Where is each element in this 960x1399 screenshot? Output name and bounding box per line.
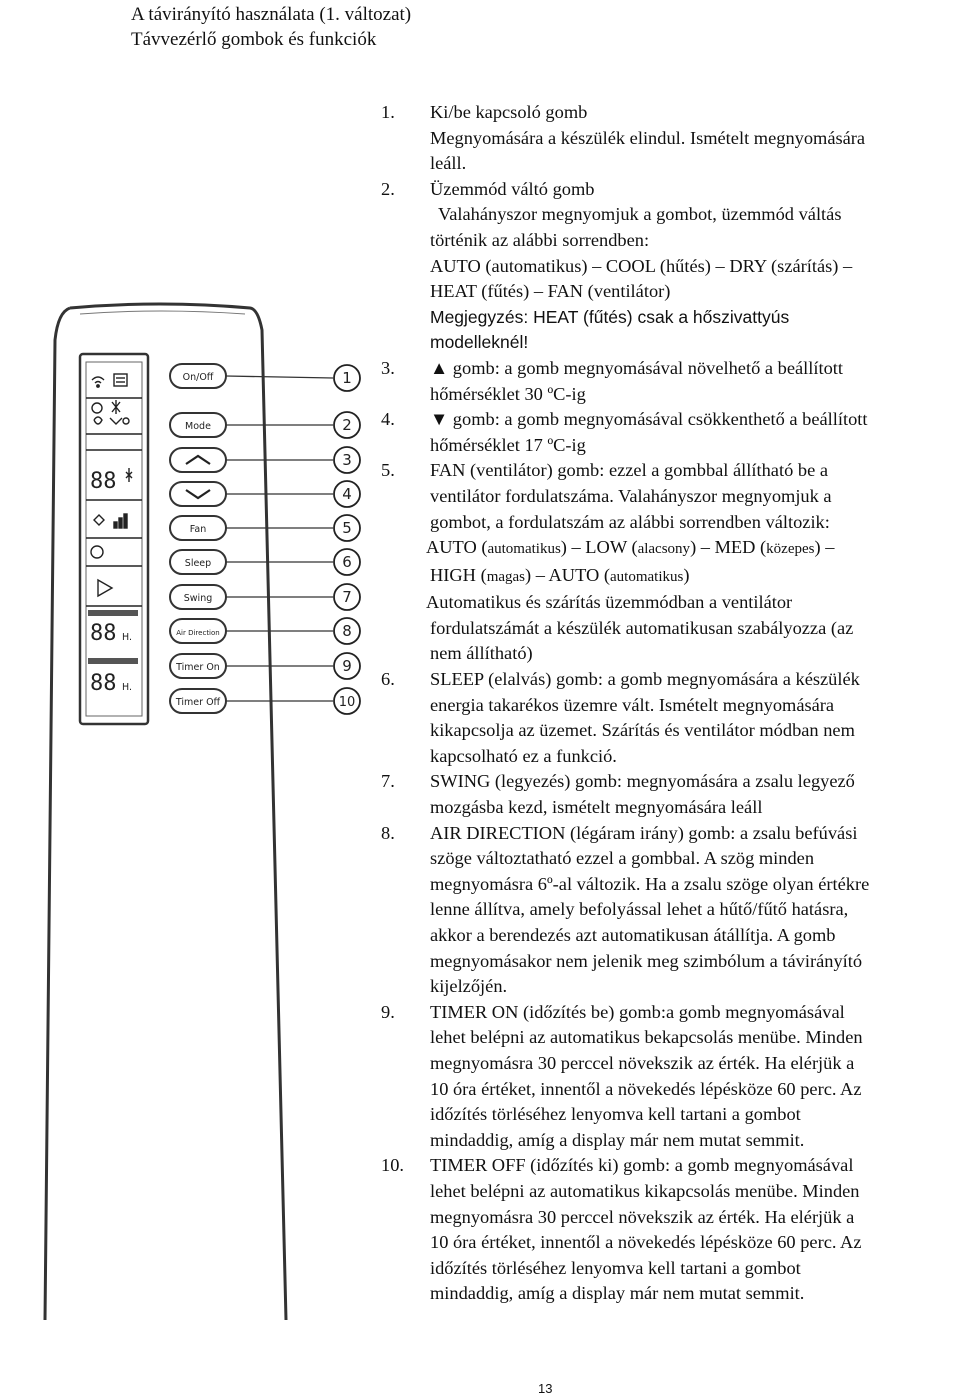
remote-button-fan[interactable]: [170, 516, 226, 540]
callout-9: 9: [342, 657, 352, 675]
remote-button-mode[interactable]: [170, 413, 226, 437]
display-digits-2: 88: [90, 621, 117, 646]
remote-button-timer-off[interactable]: [170, 689, 226, 713]
svg-text:Swing: Swing: [183, 593, 213, 604]
display-unit-1: H.: [122, 632, 132, 643]
page-number: 13: [538, 1381, 553, 1396]
callout-5: 5: [342, 519, 352, 537]
remote-button-air-direction[interactable]: [170, 619, 226, 643]
callout-2: 2: [342, 416, 352, 434]
remote-button-timer-on[interactable]: [170, 654, 226, 678]
remote-control-drawing: [0, 300, 378, 1340]
svg-text:Sleep: Sleep: [184, 558, 212, 569]
list-item-9: 9. TIMER ON (időzítés be) gomb:a gomb megnyomásával lehet belépni az automatikus bekapcsolás menübe. Minden megnyomásra 30 perccel növekszik az érték. Ha elérjük a 10 óra értéket, innentől a növekedés lépésköze 60 perc. Az időzítés törléséhez lenyomva kell tartani a gombot mindaddig, amíg a display már nem mutat semmit.: [381, 1001, 863, 1150]
svg-text:Timer On: Timer On: [176, 662, 220, 673]
list-item-8: 8. AIR DIRECTION (légáram irány) gomb: a zsalu befúvási szöge változtatható ezzel a gombbal. A szög minden megnyomásra 6º-al változik. Ha a zsalu szöge olyan értékre lenne állítva, amely befolyással lehet a hűtő/fűtő hatásra, akkor a berendezés azt automatikusan átállítja. A gomb megnyomásakor nem jelenik meg szimbólum a távirányító kijelzőjén.: [381, 822, 870, 997]
callout-6: 6: [342, 553, 352, 571]
callout-1: 1: [342, 369, 352, 387]
display-digits-1: 88: [90, 469, 117, 494]
svg-text:Fan: Fan: [189, 524, 207, 535]
remote-control-illustration: [0, 300, 378, 1340]
list-item-5: 5. FAN (ventilátor) gomb: ezzel a gombbal állítható be a ventilátor fordulatszáma. Valahányszor megnyomjuk a gombot, a fordulatszám az alábbi sorrendben változik: AUTO (automatikus) – LOW (alacsony) – MED (közepes) – HIGH (magas) – AUTO (automatikus) Automatikus és szárítás üzemmódban a ventilátor fordulatszámát a készülék automatikusan szabályozza (az nem állítható): [381, 458, 959, 667]
callout-10: 10: [338, 695, 356, 710]
list-item-4: 4. ▼ gomb: a gomb megnyomásával csökkenthető a beállított hőmérséklet 17 ºC-ig: [381, 409, 868, 455]
remote-button-down[interactable]: [170, 482, 226, 506]
page-header: [131, 2, 411, 52]
list-item-2: 2. Üzemmód váltó gomb Valahányszor megnyomjuk a gombot, üzemmód váltás történik az alábbi sorrendben: AUTO (automatikus) – COOL (hűtés) – DRY (szárítás) – HEAT (fűtés) – FAN (ventilátor) Megjegyzés: HEAT (fűtés) csak a hőszivattyús modelleknél!: [381, 178, 853, 353]
svg-text:On/Off: On/Off: [182, 372, 214, 383]
callout-7: 7: [342, 588, 352, 606]
header-subtitle: Távvezérlő gombok és funkciók: [131, 29, 377, 50]
remote-button-swing[interactable]: [170, 585, 226, 609]
list-item-1: 1. Ki/be kapcsoló gomb Megnyomására a készülék elindul. Ismételt megnyomására leáll.: [381, 102, 866, 174]
remote-button-on-off[interactable]: [170, 364, 226, 388]
remote-button-up[interactable]: [170, 448, 226, 472]
list-item-7: 7. SWING (legyezés) gomb: megnyomására a zsalu legyező mozgásba kezd, ismételt megnyomására leáll: [381, 771, 855, 818]
svg-text:Mode: Mode: [185, 421, 211, 432]
fan-sequence-line-2: HIGH (magas) – AUTO (automatikus): [430, 564, 690, 585]
svg-text:Timer Off: Timer Off: [175, 697, 221, 708]
svg-text:Air Direction: Air Direction: [176, 629, 220, 637]
button-function-list: [381, 100, 959, 1307]
list-item-3: 3. ▲ gomb: a gomb megnyomásával növelhető a beállított hőmérséklet 30 ºC-ig: [381, 357, 843, 404]
list-item-10: 10. TIMER OFF (időzítés ki) gomb: a gomb megnyomásával lehet belépni az automatikus kikapcsolás menübe. Minden megnyomásra 30 perccel növekszik az érték. Ha elérjük a 10 óra értéket, innentől a növekedés lépésköze 60 perc. Az időzítés törléséhez lenyomva kell tartani a gombot mindaddig, amíg a display már nem mutat semmit.: [381, 1155, 862, 1304]
fan-sequence-line-1: AUTO (automatikus) – LOW (alacsony) – MED (közepes) –: [426, 537, 835, 558]
list-item-6: 6. SLEEP (elalvás) gomb: a gomb megnyomására a készülék energia takarékos üzemre vált. Ismételt megnyomására kikapcsolja az üzemet. Szárítás és ventilátor módban nem kapcsolható ez a funkció.: [381, 669, 860, 766]
header-title: A távirányító használata (1. változat): [131, 4, 412, 25]
display-digits-3: 88: [90, 671, 117, 696]
display-unit-2: H.: [122, 682, 132, 693]
remote-button-sleep[interactable]: [170, 550, 226, 574]
callout-4: 4: [342, 485, 352, 503]
callout-8: 8: [342, 622, 352, 640]
callout-3: 3: [342, 451, 352, 469]
